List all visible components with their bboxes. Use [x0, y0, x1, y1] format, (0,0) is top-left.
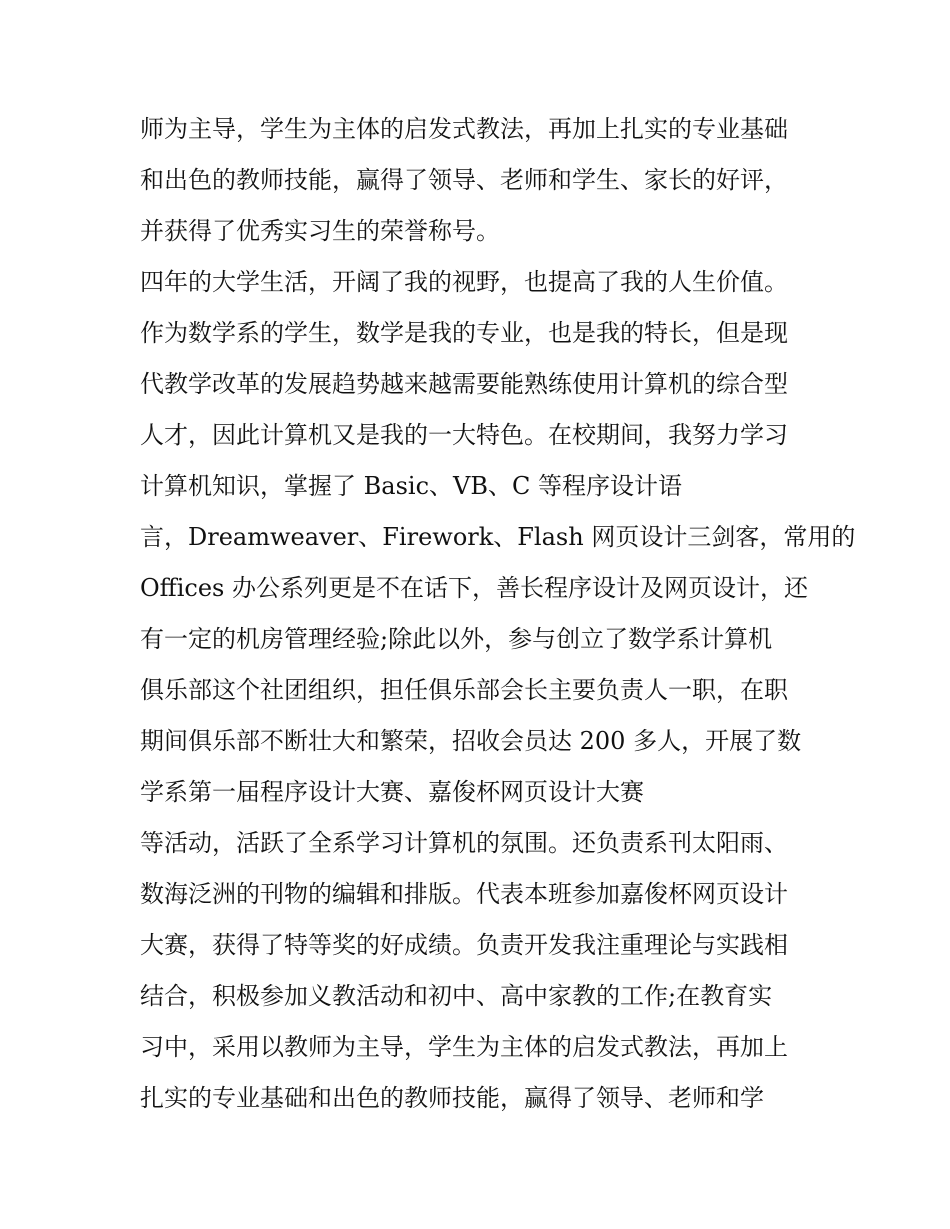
text-line: 计算机知识，掌握了 Basic、VB、C 等程序设计语 [140, 472, 682, 500]
text-line: 四年的大学生活，开阔了我的视野，也提高了我的人生价值。 [140, 268, 788, 296]
text-line: 言，Dreamweaver、Firework、Flash 网页设计三剑客，常用的 [140, 523, 856, 551]
text-line: Offices 办公系列更是不在话下，善长程序设计及网页设计，还 [140, 574, 808, 602]
text-line: 代教学改革的发展趋势越来越需要能熟练使用计算机的综合型 [140, 370, 788, 398]
text-line: 结合，积极参加义教活动和初中、高中家教的工作;在教育实 [140, 982, 773, 1010]
text-line: 并获得了优秀实习生的荣誉称号。 [140, 217, 500, 245]
text-line: 等活动，活跃了全系学习计算机的氛围。还负责系刊太阳雨、 [140, 829, 788, 857]
text-line: 扎实的专业基础和出色的教师技能，赢得了领导、老师和学 [140, 1084, 764, 1112]
text-line: 作为数学系的学生，数学是我的专业，也是我的特长，但是现 [140, 319, 788, 347]
text-line: 数海泛洲的刊物的编辑和排版。代表本班参加嘉俊杯网页设计 [140, 880, 788, 908]
text-line: 学系第一届程序设计大赛、嘉俊杯网页设计大赛 [140, 778, 644, 806]
text-line: 期间俱乐部不断壮大和繁荣，招收会员达 200 多人，开展了数 [140, 727, 802, 755]
text-line: 习中，采用以教师为主导，学生为主体的启发式教法，再加上 [140, 1033, 788, 1061]
text-line: 有一定的机房管理经验;除此以外，参与创立了数学系计算机 [140, 625, 773, 653]
text-line: 俱乐部这个社团组织，担任俱乐部会长主要负责人一职，在职 [140, 676, 788, 704]
text-line: 大赛，获得了特等奖的好成绩。负责开发我注重理论与实践相 [140, 931, 788, 959]
text-line: 师为主导，学生为主体的启发式教法，再加上扎实的专业基础 [140, 115, 788, 143]
text-line: 和出色的教师技能，赢得了领导、老师和学生、家长的好评， [140, 166, 788, 194]
text-line: 人才，因此计算机又是我的一大特色。在校期间，我努力学习 [140, 421, 788, 449]
document-body [140, 104, 856, 1124]
